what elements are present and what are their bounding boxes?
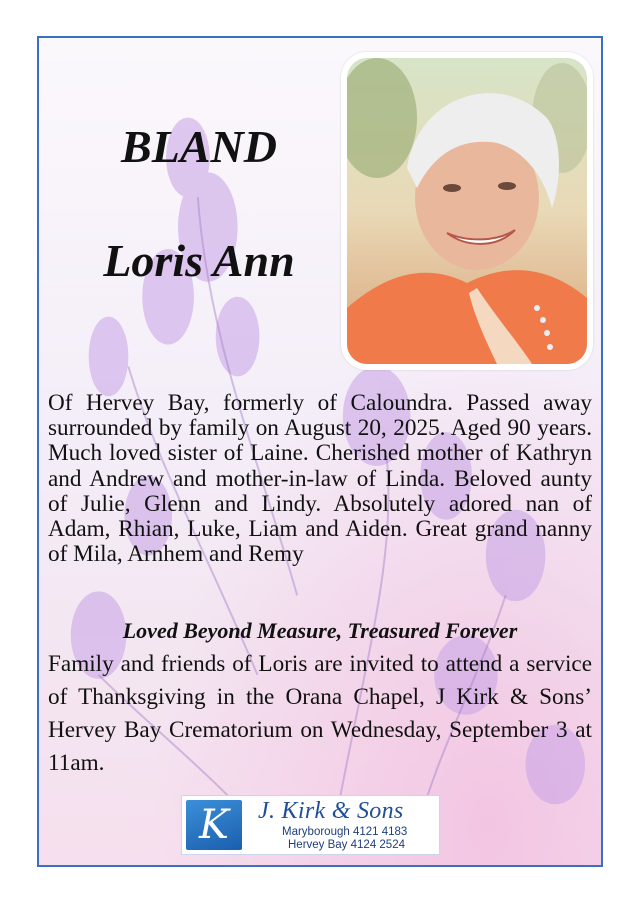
obituary-card <box>37 36 603 867</box>
funeral-director-name: J. Kirk & Sons <box>258 798 404 824</box>
portrait-photo <box>341 52 593 370</box>
funeral-director-logo <box>181 795 440 855</box>
surname: BLAND <box>121 121 277 172</box>
service-details: Family and friends of Loris are invited to attend a service of Thanksgiving in the Orana Chapel, J Kirk & Sons’ Hervey Bay Crematorium on Wednesday, September 3 at 11am. <box>48 651 592 776</box>
phone-hervey-bay: Hervey Bay 4124 2524 <box>288 839 405 851</box>
kirk-monogram-icon: K <box>186 800 242 850</box>
phone-maryborough: Maryborough 4121 4183 <box>282 826 408 838</box>
given-names: Loris Ann <box>103 235 295 286</box>
obituary-text: Of Hervey Bay, formerly of Caloundra. Passed away surrounded by family on August 20, 2025. Aged 90 years. Much loved sister of Laine. Cherished mother of Kathryn and Andrew and mother-in-law of Linda. Beloved aunty of Julie, Glenn and Lindy. Absolutely adored nan of Adam, Rhian, Luke, Liam and Aiden. Great grand nanny of Mila, Arnhem and Remy <box>48 390 592 568</box>
tagline: Loved Beyond Measure, Treasured Forever <box>122 618 518 643</box>
